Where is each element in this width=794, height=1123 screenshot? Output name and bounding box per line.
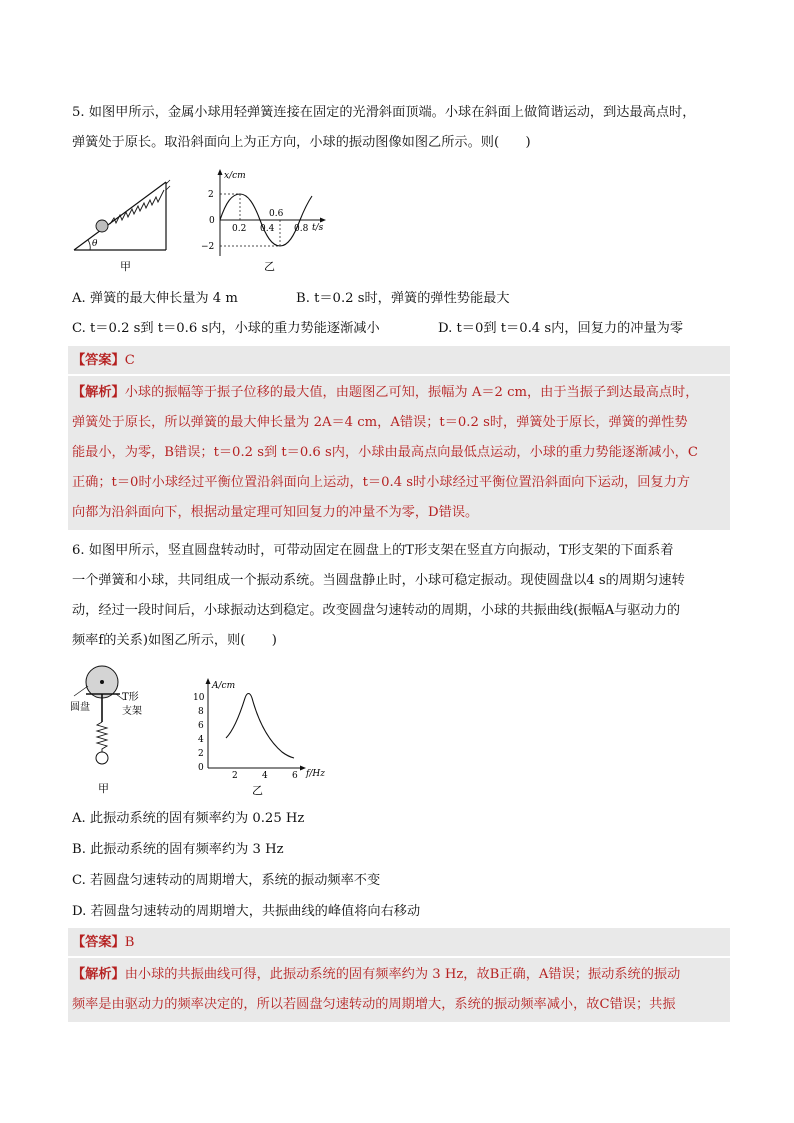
q5-yi-xtick-06: 0.6 [269, 209, 284, 219]
q6-yi-ylabel: A/cm [212, 681, 236, 691]
q5-analysis-line-1 [72, 384, 698, 402]
q5-answer-box [68, 346, 730, 374]
q6-option-b: B. 此振动系统的固有频率约为 3 Hz [72, 842, 284, 857]
q6-answer [72, 934, 134, 952]
q6-yi-xtick-2: 2 [232, 771, 238, 781]
q6-stem-line-3: 动，经过一段时间后，小球振动达到稳定。改变圆盘匀速转动的周期，小球的共振曲线(振幅A与驱动力的 [72, 603, 681, 618]
q6-stem-line-1: 6. 如图甲所示，竖直圆盘转动时，可带动固定在圆盘上的T形支架在竖直方向振动，T形支架的下面系着 [72, 543, 674, 558]
q5-option-d: D. t＝0到 t＝0.4 s内，回复力的冲量为零 [438, 321, 684, 336]
q6-jia-label: 甲 [98, 782, 109, 795]
q6-answer-tag: 【答案】 [72, 935, 125, 950]
q5-analysis-line-4: 正确；t＝0时小球经过平衡位置沿斜面向上运动，t＝0.4 s时小球经过平衡位置沿斜面向下运动，回复力方 [72, 475, 690, 490]
q6-yi-ytick-4: 4 [198, 735, 204, 745]
q6-option-c: C. 若圆盘匀速转动的周期增大，系统的振动频率不变 [72, 873, 381, 888]
q5-option-c: C. t＝0.2 s到 t＝0.6 s内，小球的重力势能逐渐减小 [72, 321, 380, 336]
q5-answer-tag: 【答案】 [72, 353, 125, 368]
q6-jia-disk: 圆盘 [70, 702, 90, 713]
q6-figure-jia [68, 660, 168, 800]
q5-figure-jia [70, 168, 180, 274]
q5-analysis-line-5: 向都为沿斜面向下，根据动量定理可知回复力的冲量不为零，D错误。 [72, 505, 479, 520]
q6-jia-t1: T形 [122, 692, 139, 703]
q5-yi-xlabel: t/s [312, 223, 324, 233]
q5-yi-ytick-0: 0 [209, 216, 215, 226]
q6-yi-ytick-10: 10 [193, 693, 205, 703]
q5-stem-line-1: 5. 如图甲所示，金属小球用轻弹簧连接在固定的光滑斜面顶端。小球在斜面上做简谐运动，到达最高点时， [72, 105, 696, 120]
q6-answer-box [68, 928, 730, 956]
q6-yi-xtick-6: 6 [292, 771, 298, 781]
q5-answer-value: C [124, 353, 135, 368]
q6-stem-line-2: 一个弹簧和小球，共同组成一个振动系统。当圆盘静止时，小球可稳定振动。现使圆盘以4 s的周期匀速转 [72, 573, 685, 588]
q5-yi-ytick-2: 2 [208, 190, 214, 200]
q6-answer-value: B [124, 935, 135, 950]
q5-jia-label: 甲 [120, 260, 131, 273]
q5-yi-xtick-04: 0.4 [260, 224, 275, 234]
q6-yi-ytick-8: 8 [198, 707, 204, 717]
q6-option-d: D. 若圆盘匀速转动的周期增大，共振曲线的峰值将向右移动 [72, 904, 421, 919]
q5-yi-xtick-08: 0.8 [294, 224, 309, 234]
q5-yi-label: 乙 [264, 260, 275, 273]
q5-stem-line-2: 弹簧处于原长。取沿斜面向上为正方向，小球的振动图像如图乙所示。则( ) [72, 135, 531, 150]
q5-analysis-text-1: 小球的振幅等于振子位移的最大值，由题图乙可知，振幅为 A＝2 cm，由于当振子到达最高点时， [124, 385, 699, 400]
q5-figure-yi [198, 164, 338, 276]
q6-yi-ytick-6: 6 [198, 721, 204, 731]
q6-analysis-line-1 [72, 966, 680, 984]
q6-figure-yi [190, 672, 340, 802]
q5-option-b: B. t＝0.2 s时，弹簧的弹性势能最大 [296, 291, 510, 306]
q6-yi-ytick-2: 2 [198, 749, 204, 759]
q6-yi-label: 乙 [252, 784, 263, 797]
q6-jia-t2: 支架 [122, 706, 142, 717]
q6-analysis-line-2: 频率是由驱动力的频率决定的，所以若圆盘匀速转动的周期增大，系统的振动频率减小，故C错误；共振 [72, 997, 676, 1012]
q6-option-a: A. 此振动系统的固有频率约为 0.25 Hz [72, 811, 305, 826]
q6-yi-ytick-0: 0 [198, 763, 204, 773]
q6-yi-xlabel: f/Hz [306, 769, 325, 779]
q6-yi-xtick-4: 4 [262, 771, 268, 781]
q5-analysis-tag: 【解析】 [72, 385, 125, 400]
q5-answer [72, 352, 135, 370]
q5-yi-xtick-02: 0.2 [232, 224, 247, 234]
q5-analysis-line-3: 能最小，为零，B错误；t＝0.2 s到 t＝0.6 s内，小球由最高点向最低点运动，小球的重力势能逐渐减小，C [72, 445, 698, 460]
q5-yi-ylabel: x/cm [224, 171, 246, 181]
q5-jia-theta: θ [92, 239, 98, 249]
q5-yi-ytick-neg2: −2 [201, 242, 215, 252]
q6-analysis-text-1: 由小球的共振曲线可得，此振动系统的固有频率约为 3 Hz，故B正确，A错误；振动系统的振动 [124, 967, 681, 982]
q6-stem-line-4: 频率f的关系)如图乙所示，则( ) [72, 633, 277, 648]
q5-analysis-line-2: 弹簧处于原长，所以弹簧的最大伸长量为 2A＝4 cm，A错误；t＝0.2 s时，弹簧处于原长，弹簧的弹性势 [72, 415, 688, 430]
q5-option-a: A. 弹簧的最大伸长量为 4 m [72, 291, 238, 306]
q6-analysis-tag: 【解析】 [72, 967, 125, 982]
